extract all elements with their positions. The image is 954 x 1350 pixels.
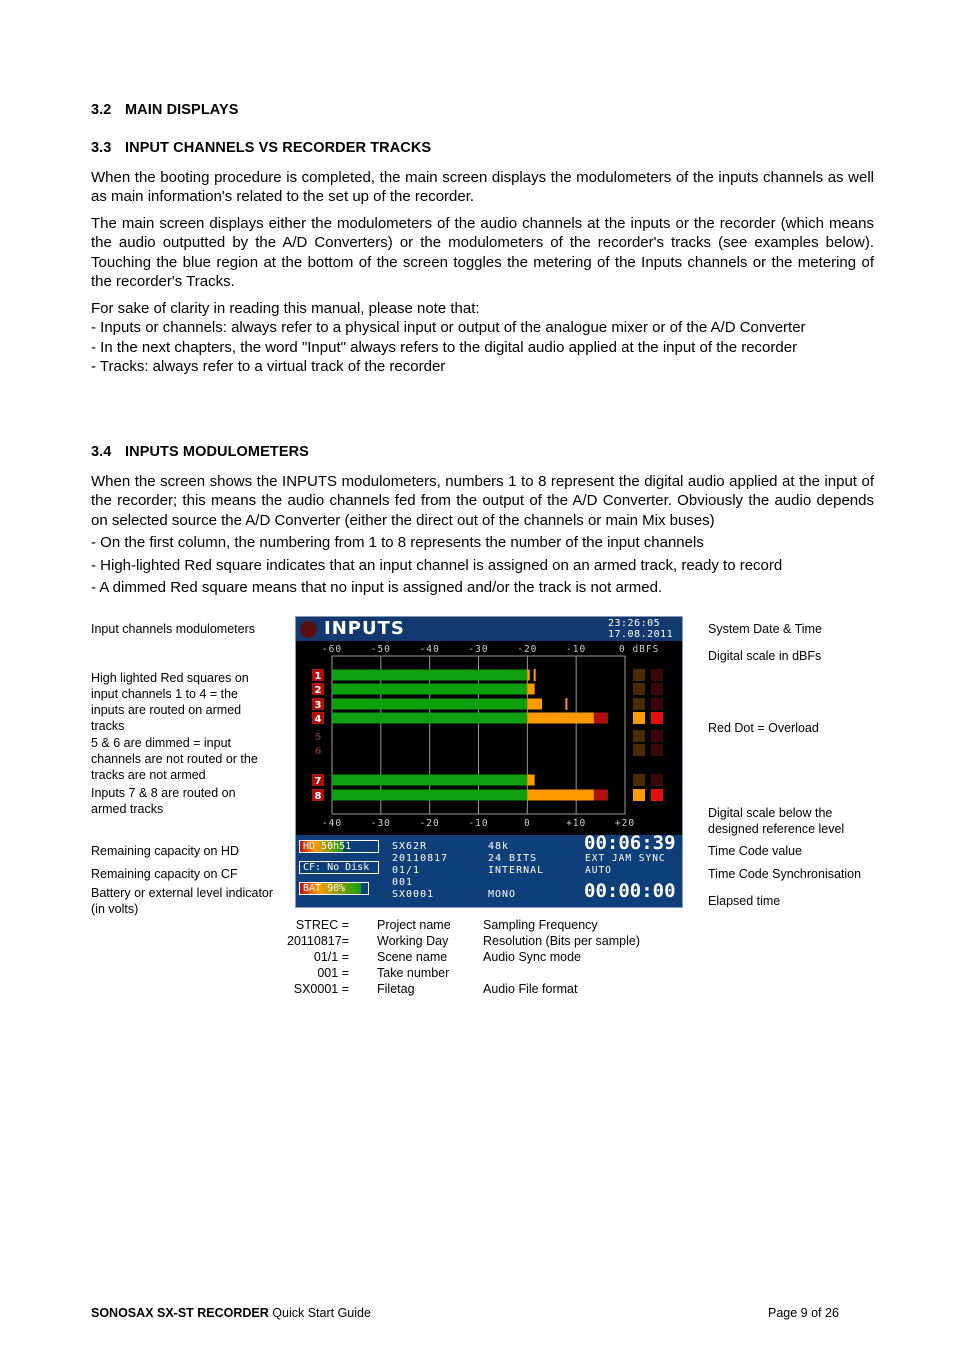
meter-bar-red [594,713,608,724]
annotation-hd-capacity: Remaining capacity on HD [91,844,239,858]
channel-number: 5 [314,732,322,743]
battery-indicator [299,882,369,895]
screen-title: INPUTS [324,618,405,639]
hd-capacity-label: HD 50h51 [303,841,352,852]
audio-sync-mode: INTERNAL [488,865,545,876]
annotation-battery: Battery or external level indicator (in volts) [91,886,274,916]
legend-extra: Sampling Frequency [483,918,598,932]
overload-square [651,669,663,681]
legend-extra: Audio Sync mode [483,950,581,964]
heading-3-4: 3.4 INPUTS MODULOMETERS [91,444,309,460]
signal-square [633,712,645,724]
meter-bar-orange [527,684,534,695]
annotation-highlighted-red: High lighted Red squares on input channels 1 to 4 = the inputs are routed on armed tracks [91,671,249,733]
annotation-timecode: Time Code value [708,844,803,858]
bullet-tracks: - Tracks: always refer to a virtual track of the recorder [91,358,446,375]
bullet-inputs: - Inputs or channels: always refer to a physical input or output of the analogue mixer or of the A/D Converter [91,319,806,336]
scale-top-label: -50 [370,644,391,655]
timecode-value: 00:06:39 [584,832,676,854]
elapsed-time: 00:00:00 [584,880,676,902]
peak-hold-marker [565,698,567,710]
scale-bottom-label: +20 [614,818,636,829]
annotation-digital-scale: Digital scale in dBFs [708,649,822,663]
battery-label: BAT 90% [303,883,346,894]
channel-number: 6 [314,746,322,757]
record-dot-icon [300,621,317,638]
overload-square [651,683,663,695]
scale-bottom-label: 0 [523,818,531,829]
screen-header [296,617,682,641]
overload-square [651,730,663,742]
cf-capacity-label: CF: No Disk [303,862,370,873]
paragraph-booting: When the booting procedure is completed, the main screen displays the modulometers of the inputs channels as well as main information's related to the set up of the recorder. [91,169,874,206]
annotation-date-time: System Date & Time [708,622,822,636]
scale-bottom-label: -10 [468,818,489,829]
working-day: 20110817 [392,853,449,864]
annotation-elapsed: Elapsed time [708,894,781,908]
legend-extra: Audio File format [483,982,578,996]
channel-number: 3 [314,700,322,711]
legend-value: Working Day [377,934,449,948]
scale-top-label: -30 [468,644,489,655]
meter-bar-green [332,790,527,801]
page-number: Page 9 of 26 [768,1306,839,1320]
scale-top-label: -20 [517,644,538,655]
system-time: 23:26:05 [608,618,661,629]
legend-key: SX0001 = [293,982,349,996]
scene-name: 01/1 [392,865,421,876]
take-number: 001 [392,877,414,888]
status-panel[interactable] [296,832,682,907]
modulometers [296,641,682,835]
signal-square [633,698,645,710]
heading-3-2: 3.2 MAIN DISPLAYS [91,102,239,118]
annotation-input-modulometers: Input channels modulometers [91,622,255,636]
signal-square [633,669,645,681]
footer-guide: Quick Start Guide [268,1306,371,1320]
paragraph-main-screen: The main screen displays either the modulometers of the audio channels at the inputs or the recorder (which means the audio outputted by the A/D Converters) or the modulometers of the recorder's tracks (see examples below). Touching the blue region at the bottom of the screen toggles the metering of the Inputs channels or the metering of the recorder's Tracks. [91,215,874,291]
legend-extra: Resolution (Bits per sample) [483,934,641,948]
overload-square [651,744,663,756]
bullet-next-chapters: - In the next chapters, the word "Input" always refers to the digital audio applied at the input of the recorder [91,339,798,356]
scale-bottom-label: +10 [566,818,587,829]
footer-brand: SONOSAX SX-ST RECORDER [91,1306,269,1320]
channel-number: 1 [314,671,322,682]
sampling-frequency: 48k [488,841,510,852]
overload-square [651,774,663,786]
meter-bar-orange [527,775,534,786]
overload-square [651,789,663,801]
legend-key: 01/1 = [313,950,349,964]
overload-square [651,712,663,724]
peak-hold-marker [534,669,536,681]
channel-number: 8 [314,791,322,802]
meter-bar-green [332,684,527,695]
annotation-dimmed: 5 & 6 are dimmed = input channels are not routed or the tracks are not armed [91,736,258,782]
bit-resolution: 24 BITS [488,853,538,864]
scale-top-label: 0 dBFS [619,644,660,655]
overload-square [651,698,663,710]
annotation-inputs-7-8: Inputs 7 & 8 are routed on armed tracks [91,786,236,816]
system-date: 17.08.2011 [608,629,674,640]
footer-title [91,1306,371,1320]
system-clock [608,618,673,640]
scale-bottom-label: -20 [419,818,440,829]
legend-value: Take number [377,966,450,980]
annotation-tc-sync: Time Code Synchronisation [708,867,862,881]
meter-bar-green [332,670,527,681]
hd-capacity-indicator [299,840,379,853]
channel-number: 4 [314,714,322,725]
scale-top-label: -60 [321,644,343,655]
signal-square [633,744,645,756]
channel-number: 7 [314,776,322,787]
scale-top-label: -10 [566,644,587,655]
project-name: SX62R [392,841,428,852]
timecode-sync: EXT JAM SYNC [585,853,666,864]
legend-value: Filetag [377,982,415,996]
signal-square [633,730,645,742]
signal-square [633,683,645,695]
meter-bar-orange [527,713,594,724]
scale-bottom-label: -30 [370,818,391,829]
meter-bar-green [332,713,527,724]
signal-square [633,774,645,786]
meter-bar-red [594,790,608,801]
paragraph-clarity: For sake of clarity in reading this manual, please note that: [91,300,480,317]
recorder-screen[interactable] [295,616,683,908]
signal-square [633,789,645,801]
audio-file-format: MONO [488,889,517,900]
bullet-first-column: - On the first column, the numbering from 1 to 8 represents the number of the input channels [91,534,704,551]
meter-bar-green [332,699,527,710]
file-tag: SX0001 [392,889,435,900]
cf-capacity-indicator [299,861,379,874]
meter-bar-green [332,775,527,786]
channel-number: 2 [314,685,322,696]
meter-bar-orange [527,670,529,681]
scale-top-label: -40 [419,644,440,655]
scale-bottom-label: -40 [321,818,343,829]
bullet-highlighted-red: - High-lighted Red square indicates that an input channel is assigned on an armed track, ready to record [91,557,783,574]
legend-key: 001 = [317,966,349,980]
heading-3-3: 3.3 INPUT CHANNELS VS RECORDER TRACKS [91,140,432,156]
legend-value: Project name [377,918,451,932]
legend-key: 20110817= [287,934,349,948]
paragraph-inputs-modulometers: When the screen shows the INPUTS modulometers, numbers 1 to 8 represent the digital audio applied at the input of the recorder; this means the audio channels fed from the output of the A/D Converter. Obviously the audio depends on selected source the A/D Converter (either the direct out of the channels or main Mix buses) [91,473,874,529]
legend-key: STREC = [295,918,349,932]
annotation-red-dot: Red Dot = Overload [708,721,819,735]
meter-bar-orange [527,699,542,710]
timecode-auto: AUTO [585,865,612,876]
annotation-cf-capacity: Remaining capacity on CF [91,867,238,881]
annotation-scale-below: Digital scale below the designed reference level [708,806,845,836]
bullet-dimmed-red: - A dimmed Red square means that no input is assigned and/or the track is not armed. [91,579,663,596]
meter-bar-orange [527,790,594,801]
legend-value: Scene name [377,950,448,964]
